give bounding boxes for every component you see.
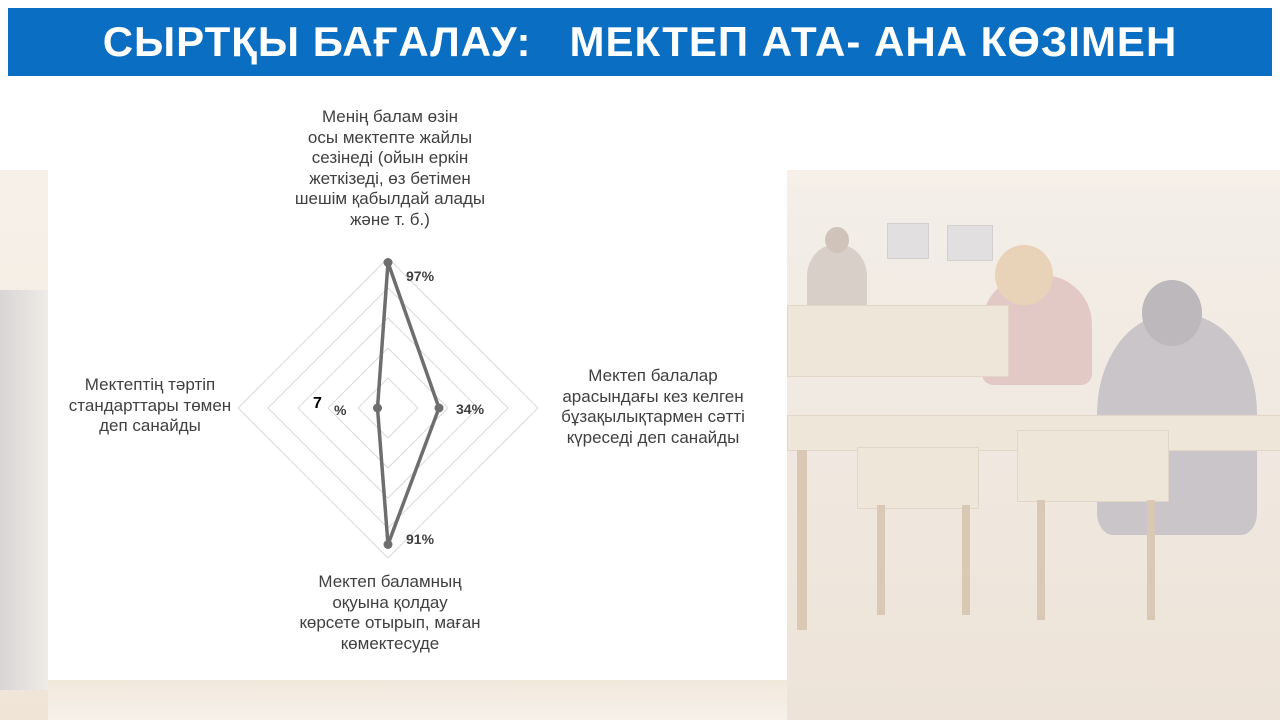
overlay-number: 7 [313, 395, 322, 412]
grid-ring [238, 258, 538, 558]
axis-label-bottom: Мектеп баламның оқуына қолдау көрсете отырып, маған көмектесуде [299, 572, 481, 653]
data-point [384, 258, 393, 267]
grid-ring [298, 318, 478, 498]
data-point [373, 404, 382, 413]
grid-ring [358, 378, 418, 438]
slide-title: СЫРТҚЫ БАҒАЛАУ: МЕКТЕП АТА- АНА КӨЗІМЕН [102, 18, 1178, 65]
axis-label-right: Мектеп балалар арасындағы кез келген бұзақылықтармен сәтті күреседі деп санайды [561, 366, 745, 447]
series-line [378, 263, 440, 545]
axis-label-left: Мектептің тәртіп стандарттары төмен деп санайды [68, 375, 232, 435]
data-label-bottom: 91% [406, 531, 435, 547]
data-point [435, 404, 444, 413]
data-label-left: % [334, 402, 347, 418]
data-label-top: 97% [406, 268, 435, 284]
data-point [384, 540, 393, 549]
axis-label-top: Менің балам өзін осы мектепте жайлы сезінеді (ойын еркін жеткізеді, өз бетімен шешім қабылдай алады және т. б.) [294, 107, 486, 229]
data-label-right: 34% [456, 401, 485, 417]
